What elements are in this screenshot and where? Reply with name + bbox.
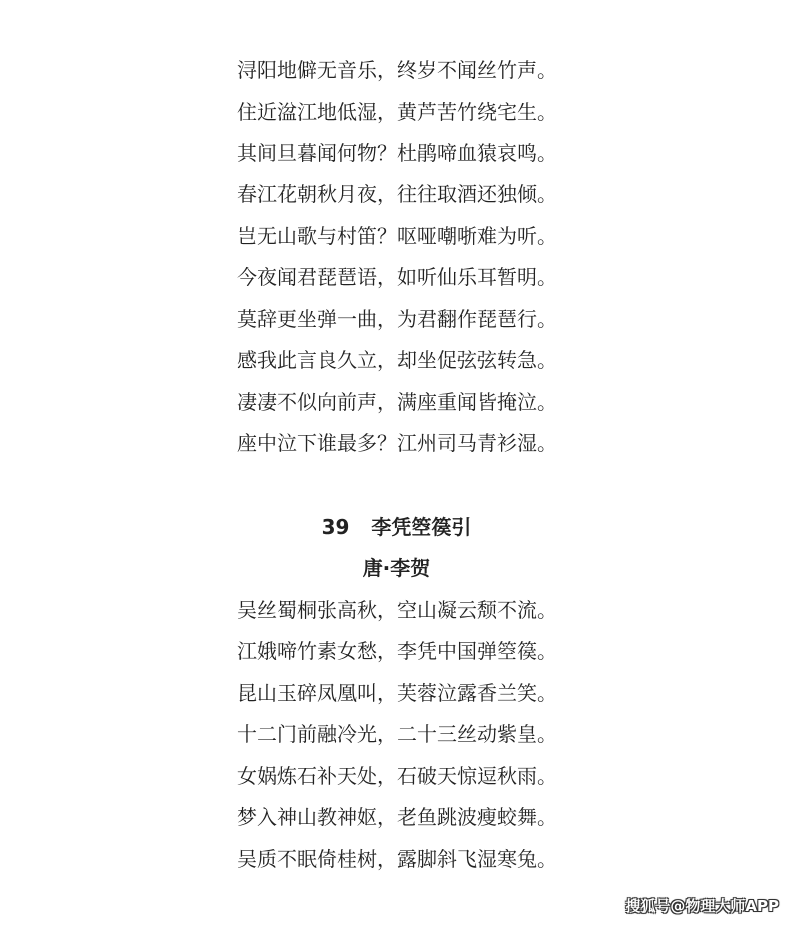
poem2-line-1: 吴丝蜀桐张高秋，空山凝云颓不流。 — [237, 598, 557, 622]
poem1-line-8: 感我此言良久立，却坐促弦弦转急。 — [237, 348, 557, 372]
poem1-line-6: 今夜闻君琵琶语，如听仙乐耳暂明。 — [237, 265, 557, 289]
poem1-line-10: 座中泣下谁最多？江州司马青衫湿。 — [237, 431, 557, 455]
poem2-line-2: 江娥啼竹素女愁，李凭中国弹箜篌。 — [237, 639, 557, 663]
poem2-line-3: 昆山玉碎凤凰叫，芙蓉泣露香兰笑。 — [237, 681, 557, 705]
poem1-line-9: 凄凄不似向前声，满座重闻皆掩泣。 — [237, 390, 557, 414]
poem1-line-3: 其间旦暮闻何物？杜鹃啼血猿哀鸣。 — [237, 141, 557, 165]
poem2-line-5: 女娲炼石补天处，石破天惊逗秋雨。 — [237, 764, 557, 788]
poem2-title: 李凭箜篌引 — [371, 515, 472, 539]
poem1-line-7: 莫辞更坐弹一曲，为君翻作琵琶行。 — [237, 307, 557, 331]
poem2-line-6: 梦入神山教神妪，老鱼跳波瘦蛟舞。 — [237, 805, 557, 829]
poem1-line-4: 春江花朝秋月夜，往往取酒还独倾。 — [237, 182, 557, 206]
poem2-line-7: 吴质不眠倚桂树，露脚斜飞湿寒兔。 — [237, 847, 557, 871]
poem2-author: 唐·李贺 — [362, 556, 431, 580]
poem2-line-4: 十二门前融冷光，二十三丝动紫皇。 — [237, 722, 557, 746]
watermark-text: 搜狐号@物理大师APP — [625, 897, 779, 915]
poem1-line-1: 浔阳地僻无音乐，终岁不闻丝竹声。 — [237, 58, 557, 82]
poem2-title-heading — [0, 515, 793, 539]
poem1-line-5: 岂无山歌与村笛？呕哑嘲哳难为听。 — [237, 224, 557, 248]
poem1-line-2: 住近湓江地低湿，黄芦苦竹绕宅生。 — [237, 100, 557, 124]
poem2-number: 39 — [321, 515, 350, 539]
